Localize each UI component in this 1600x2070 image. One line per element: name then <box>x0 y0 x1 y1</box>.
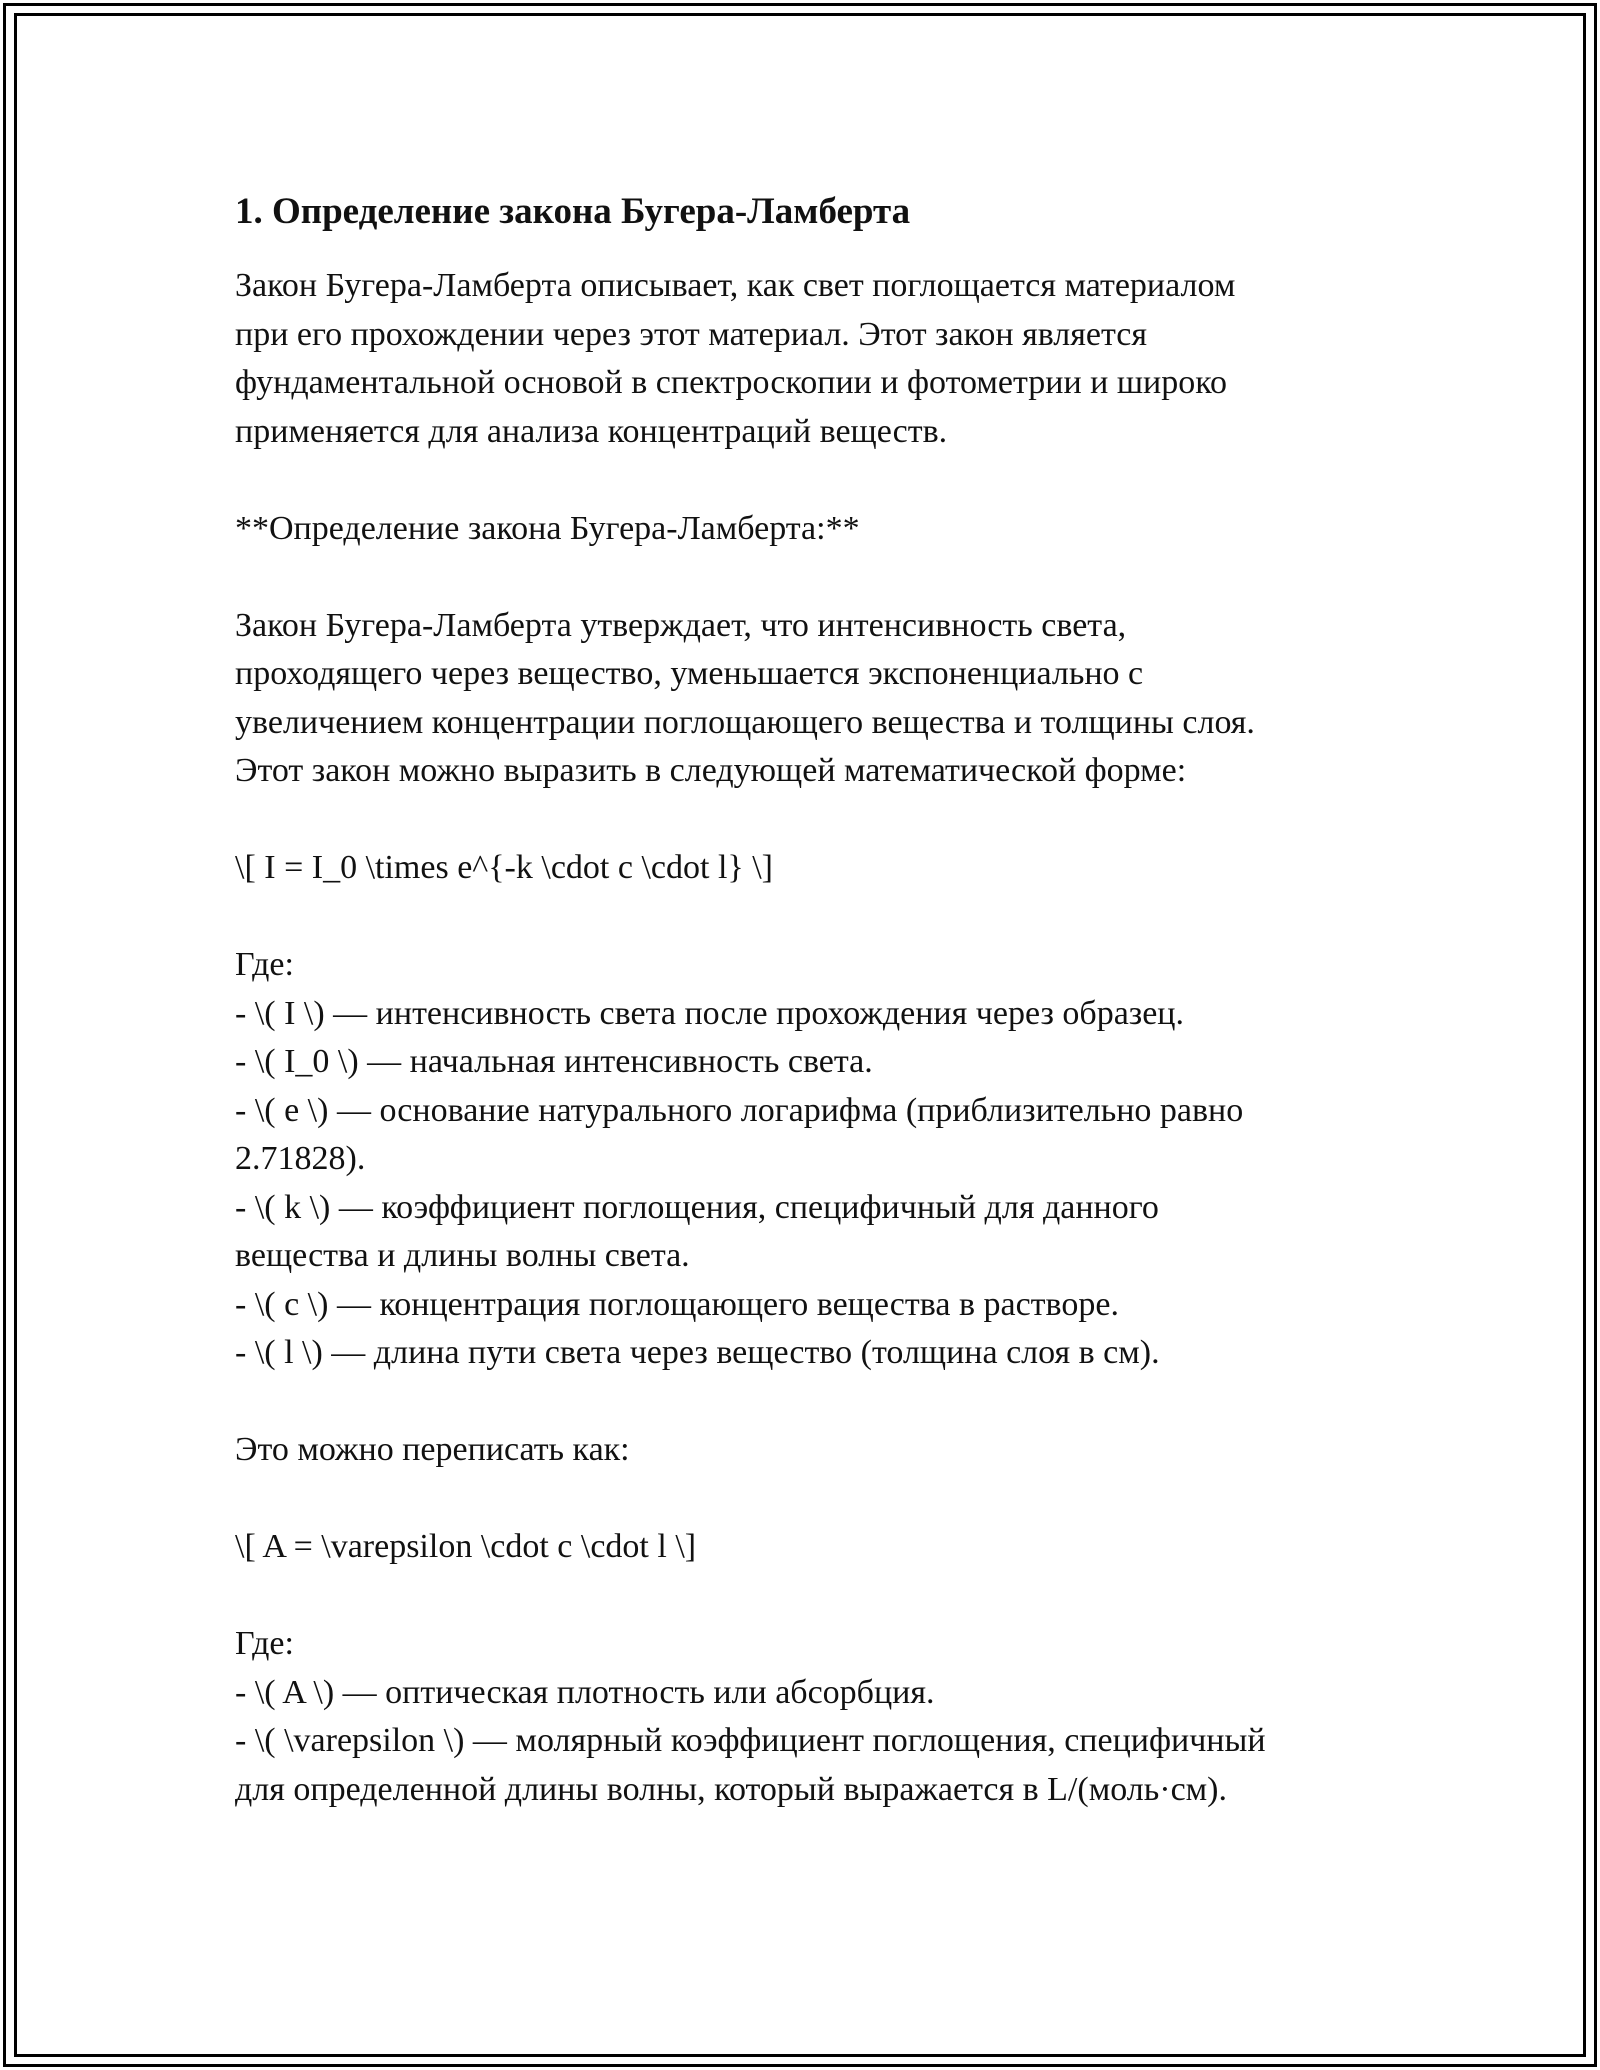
list-item: - \( I \) — интенсивность света после прохождения через образец. <box>235 994 1184 1032</box>
list-item: - \( \varepsilon \) — молярный коэффициент поглощения, специфичный <box>235 1722 1266 1759</box>
list-item: - \( A \) — оптическая плотность или абсорбция. <box>235 1673 935 1711</box>
variables-list-1 <box>235 941 1365 1378</box>
paragraph-gap <box>235 456 1365 505</box>
paragraph-gap <box>235 1378 1365 1427</box>
rewrite-paragraph <box>235 1426 1365 1475</box>
text-line: Этот закон можно выразить в следующей математической форме: <box>235 752 1187 789</box>
definition-label <box>235 505 1365 554</box>
paragraph-gap <box>235 1475 1365 1524</box>
paragraph-gap <box>235 553 1365 602</box>
text-line: увеличением концентрации поглощающего вещества и толщины слоя. <box>235 703 1255 741</box>
variables-list-2 <box>235 1620 1365 1814</box>
document-body <box>235 186 1365 1814</box>
list-item: - \( e \) — основание натурального логарифма (приблизительно равно <box>235 1091 1244 1129</box>
list-item: для определенной длины волны, который выражается в L/(моль·см). <box>235 1770 1227 1808</box>
text-line: Закон Бугера-Ламберта утверждает, что интенсивность света, <box>235 606 1127 644</box>
list-item: вещества и длины волны света. <box>235 1237 690 1274</box>
text-line: Закон Бугера-Ламберта описывает, как свет поглощается материалом <box>235 267 1236 304</box>
paragraph-gap <box>235 893 1365 942</box>
definition-paragraph <box>235 602 1365 796</box>
formula-line: \[ A = \varepsilon \cdot c \cdot l \] <box>235 1528 697 1565</box>
paragraph-gap <box>235 796 1365 845</box>
list-item: - \( l \) — длина пути света через вещество (толщина слоя в см). <box>235 1334 1160 1371</box>
section-heading: 1. Определение закона Бугера-Ламберта <box>235 191 911 232</box>
text-line: **Определение закона Бугера-Ламберта:** <box>235 509 860 547</box>
text-line: Это можно переписать как: <box>235 1431 630 1468</box>
list-item: - \( I_0 \) — начальная интенсивность света. <box>235 1043 873 1080</box>
intro-paragraph <box>235 262 1365 456</box>
formula-line: \[ I = I_0 \times e^{-k \cdot c \cdot l} \] <box>235 849 773 886</box>
text-line: применяется для анализа концентраций веществ. <box>235 412 948 450</box>
text-line: проходящего через вещество, уменьшается экспоненциально с <box>235 655 1144 692</box>
formula-1 <box>235 844 1365 893</box>
list-item: 2.71828). <box>235 1140 366 1177</box>
paragraph-gap <box>235 1572 1365 1621</box>
text-line: Где: <box>235 1625 294 1662</box>
list-item: - \( c \) — концентрация поглощающего вещества в растворе. <box>235 1285 1119 1323</box>
text-line: Где: <box>235 946 294 983</box>
list-item: - \( k \) — коэффициент поглощения, специфичный для данного <box>235 1188 1159 1226</box>
text-line: при его прохождении через этот материал. Этот закон является <box>235 315 1148 353</box>
formula-2 <box>235 1523 1365 1572</box>
text-line: фундаментальной основой в спектроскопии и фотометрии и широко <box>235 364 1228 401</box>
